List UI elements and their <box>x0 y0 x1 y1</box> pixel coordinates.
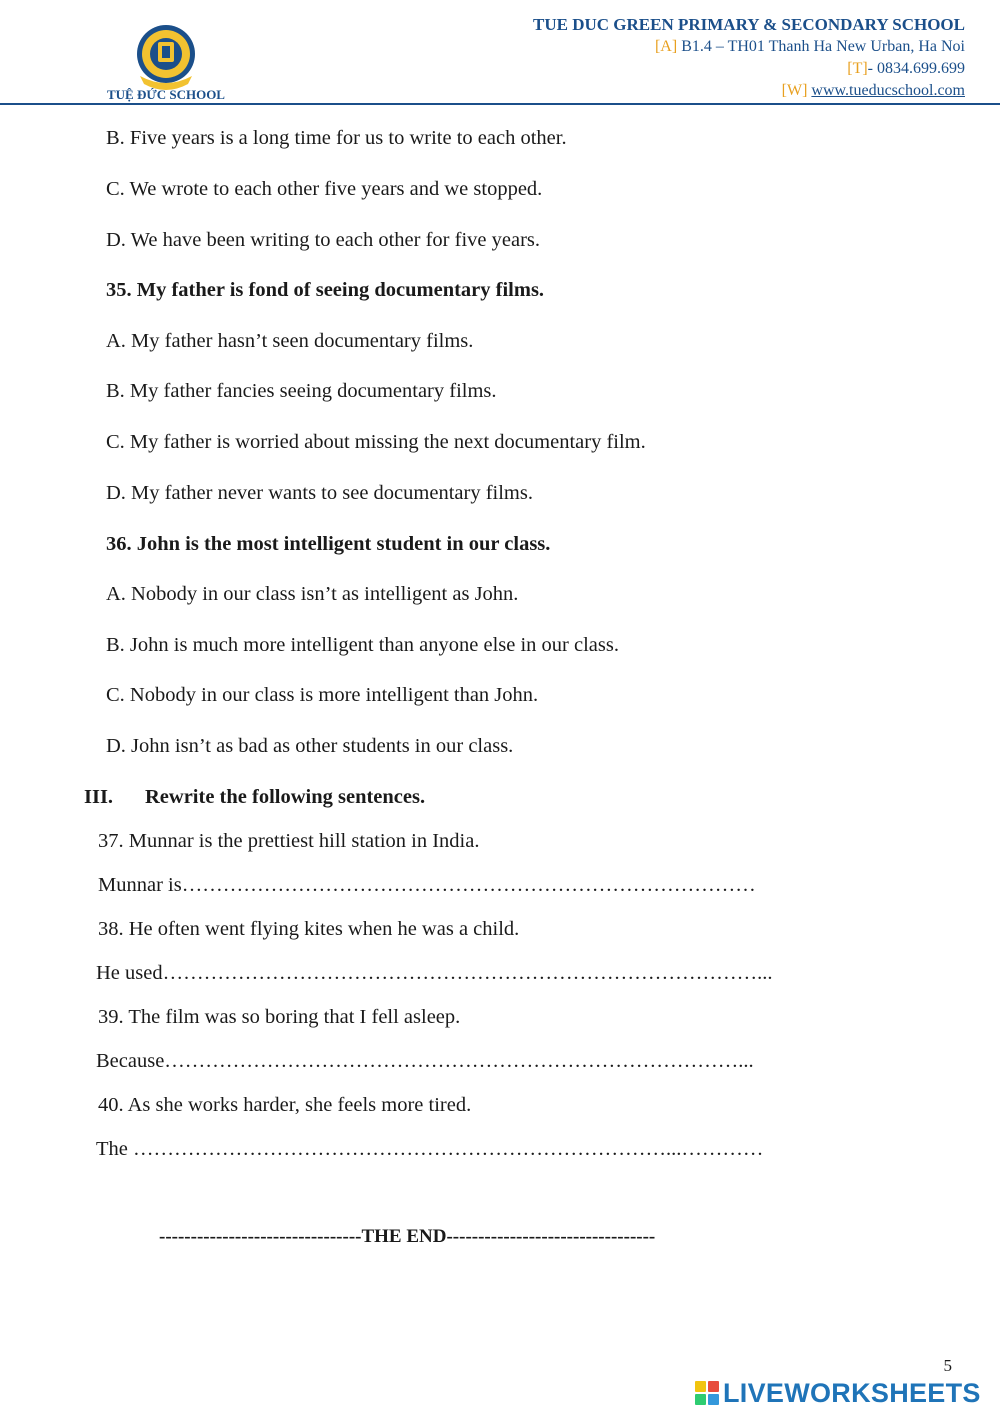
phone-tag: [T] <box>847 60 868 77</box>
page-number: 5 <box>943 1356 952 1375</box>
website-link[interactable]: www.tueducschool.com <box>811 82 965 99</box>
section-title: Rewrite the following sentences. <box>145 786 426 808</box>
option-35a: A. My father hasn’t seen documentary films. <box>106 330 474 352</box>
website-row <box>533 80 965 102</box>
question-35: 35. My father is fond of seeing documentary films. <box>106 279 545 301</box>
option-34d: D. We have been writing to each other for five years. <box>106 229 540 251</box>
section-number: III. <box>84 786 114 808</box>
option-36c: C. Nobody in our class is more intelligent than John. <box>106 684 539 706</box>
question-40: 40. As she works harder, she feels more tired. <box>98 1094 472 1116</box>
option-34c: C. We wrote to each other five years and we stopped. <box>106 178 543 200</box>
address-row <box>533 36 965 58</box>
answer-line-38[interactable]: He used……………………………………………………………………………... <box>96 962 773 984</box>
header-divider <box>0 103 1000 105</box>
question-37: 37. Munnar is the prettiest hill station in India. <box>98 830 480 852</box>
brand-name: LIVEWORKSHEETS <box>723 1377 981 1408</box>
address-text: B1.4 – TH01 Thanh Ha New Urban, Ha Noi <box>677 38 965 55</box>
question-36: 36. John is the most intelligent student in our class. <box>106 533 551 555</box>
school-contact <box>533 14 965 102</box>
question-38: 38. He often went flying kites when he was a child. <box>98 918 520 940</box>
answer-line-40[interactable]: The ……………………………………………………………………...………… <box>96 1138 764 1160</box>
phone-row <box>533 58 965 80</box>
address-tag: [A] <box>654 38 678 55</box>
answer-line-39[interactable]: Because…………………………………………………………………………... <box>96 1050 754 1072</box>
option-36d: D. John isn’t as bad as other students in our class. <box>106 735 514 757</box>
question-39: 39. The film was so boring that I fell asleep. <box>98 1006 461 1028</box>
liveworksheets-brand[interactable] <box>695 1378 981 1408</box>
option-36a: A. Nobody in our class isn’t as intelligent as John. <box>106 583 519 605</box>
brand-blocks-icon <box>695 1381 719 1405</box>
logo-text: TUỆ ĐỨC SCHOOL <box>107 87 225 102</box>
school-logo <box>100 18 232 108</box>
the-end: --------------------------------THE END--------------------------------- <box>159 1226 656 1247</box>
option-35d: D. My father never wants to see documentary films. <box>106 482 533 504</box>
option-34b: B. Five years is a long time for us to write to each other. <box>106 127 567 149</box>
option-35b: B. My father fancies seeing documentary films. <box>106 380 497 402</box>
school-name: TUE DUC GREEN PRIMARY & SECONDARY SCHOOL <box>532 15 965 34</box>
phone-text: - 0834.699.699 <box>867 60 965 77</box>
option-35c: C. My father is worried about missing the next documentary film. <box>106 431 646 453</box>
option-36b: B. John is much more intelligent than anyone else in our class. <box>106 634 619 656</box>
answer-line-37[interactable]: Munnar is………………………………………………………………………… <box>98 874 756 896</box>
website-tag: [W] <box>781 82 808 99</box>
